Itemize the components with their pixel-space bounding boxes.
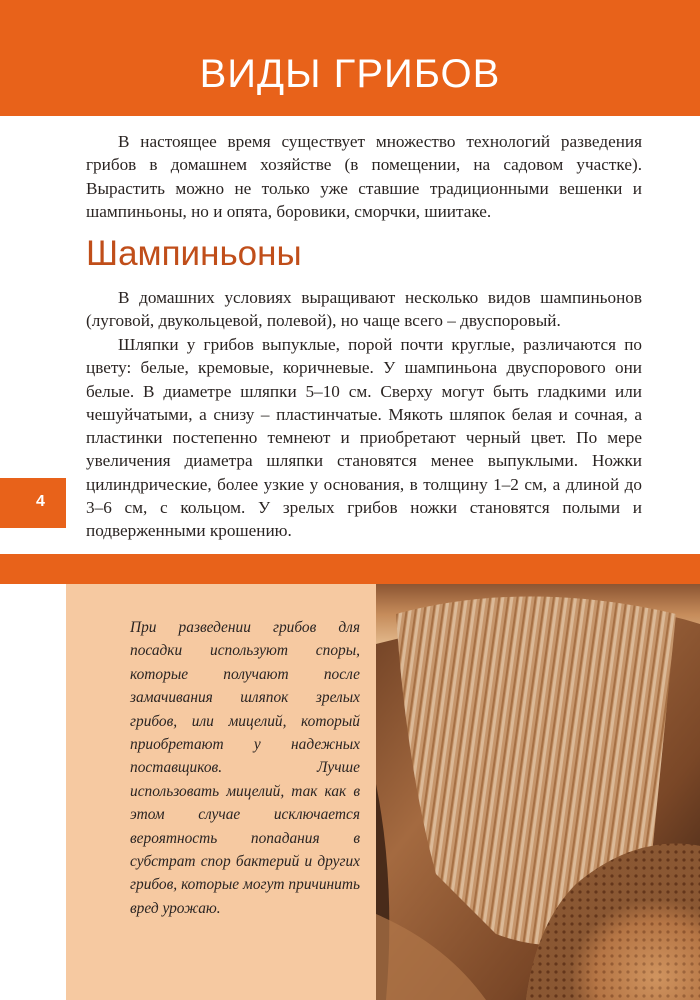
page-number-tab <box>0 478 66 528</box>
intro-paragraph: В настоящее время существует множество технологий разведения грибов в домашнем хозяйстве (в помещении, на садовом участке). Вырастить можно не только уже ставшие традиционными вешенки и шампиньоны, но и опята, боровики, сморчки, шиитаке. <box>86 132 642 221</box>
sidebar-note: При разведении грибов для посадки используют споры, которые получают после замачивания шляпок зрелых грибов, или мицелий, который приобретают у надежных поставщиков. Лучше использовать мицелий, так как в этом случае исключается вероятность попадания в субстрат спор бактерий и других грибов, которые могут причинить вред урожаю. <box>130 619 360 917</box>
section-heading: Шампиньоны <box>86 234 302 273</box>
section-paragraph: В домашних условиях выращивают несколько видов шампиньонов (луговой, двукольцевой, полевой), но чаще всего – двуспоровый. <box>86 288 642 331</box>
mushroom-gills-photo <box>376 584 700 1000</box>
orange-divider-strip <box>0 554 700 584</box>
section-paragraph: Шляпки у грибов выпуклые, порой почти круглые, различаются по цвету: белые, кремовые, коричневые. У шампиньона двуспорового они белые. В диаметре шляпки 5–10 см. Сверху могут быть гладкими или чешуйчатыми, а снизу – пластинчатые. Мякоть шляпок белая и сочная, а пластинки постепенно темнеют и приобретают черный цвет. По мере увеличения диаметра шляпки становятся менее выпуклыми. Ножки цилиндрические, более узкие у основания, в толщину 1–2 см, а длиной до 3–6 см, с кольцом. У зрелых грибов ножки становятся полыми и подверженными крошению. <box>86 335 642 541</box>
page-number: 4 <box>36 493 45 510</box>
page-title: ВИДЫ ГРИБОВ <box>199 52 501 96</box>
